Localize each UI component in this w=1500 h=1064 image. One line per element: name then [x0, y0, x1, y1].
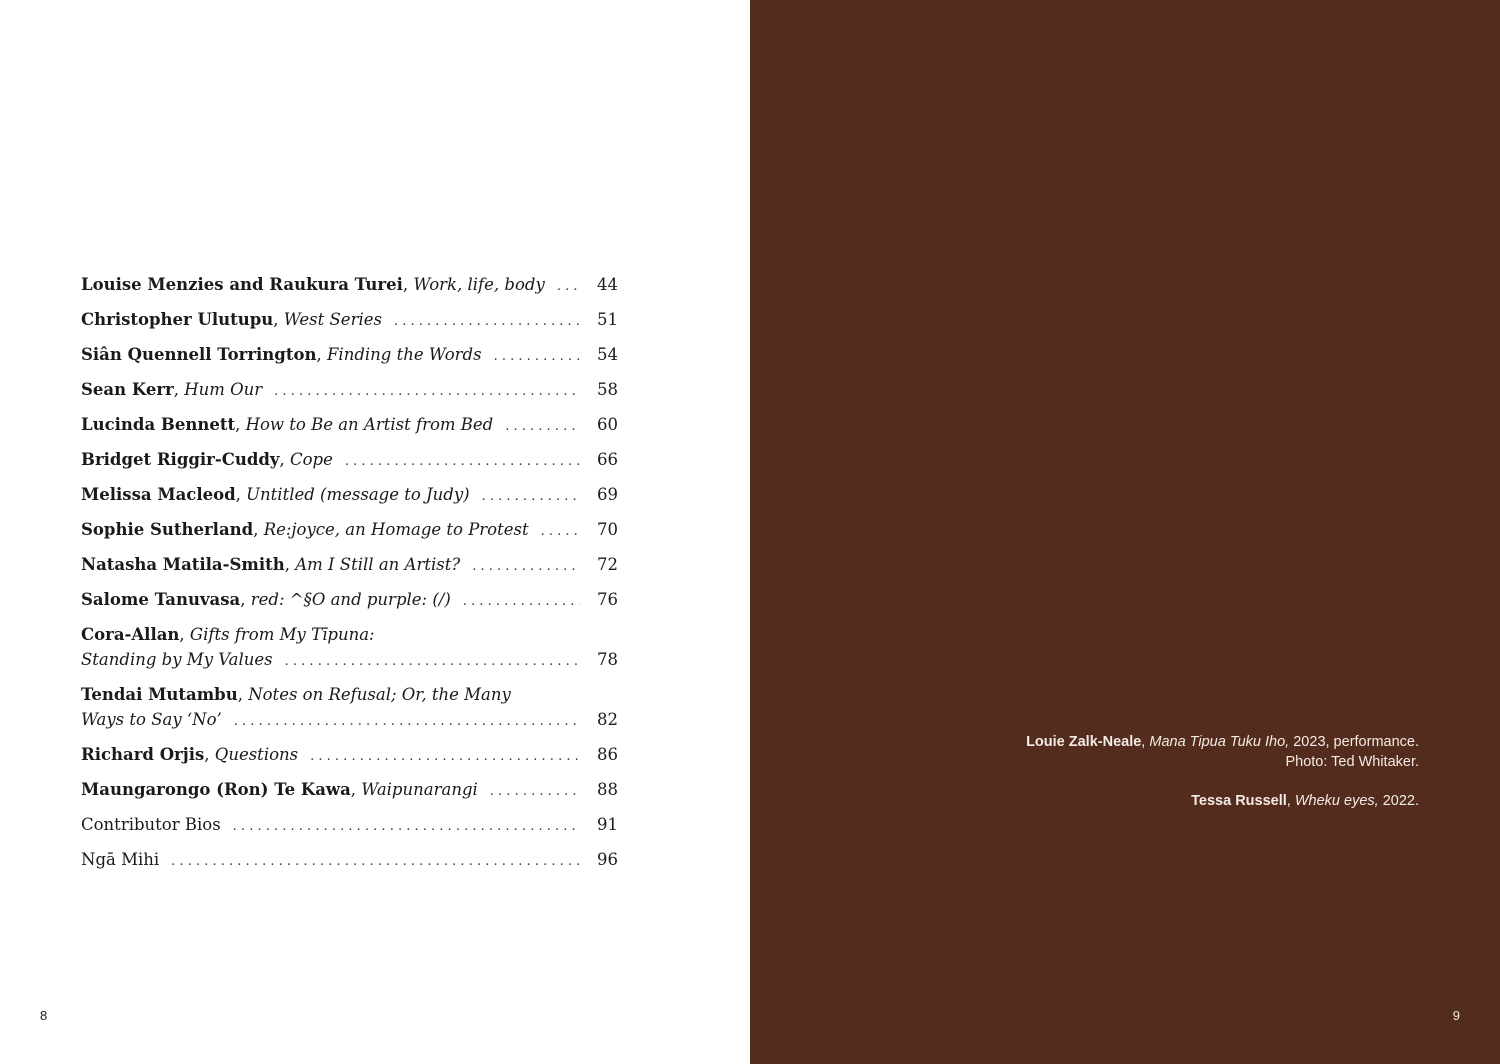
toc-entry[interactable]: [81, 812, 618, 847]
toc-author: Melissa Macleod: [81, 485, 236, 504]
toc-page-number: 76: [597, 590, 618, 609]
toc-entry[interactable]: [81, 447, 618, 482]
toc-author: Sophie Sutherland: [81, 520, 254, 539]
caption-title: Mana Tipua Tuku Iho,: [1149, 734, 1290, 750]
toc-line: [81, 847, 618, 873]
toc-separator: ,: [179, 625, 190, 644]
caption-separator: ,: [1141, 734, 1150, 750]
toc-title: Untitled (message to Judy): [246, 485, 470, 504]
toc-author: Natasha Matila-Smith: [81, 555, 285, 574]
toc-author: Tendai Mutambu: [81, 685, 238, 704]
toc-entry[interactable]: [81, 412, 618, 447]
dot-leader: [274, 379, 580, 405]
dot-leader: [494, 344, 580, 370]
dot-leader: [463, 589, 580, 615]
toc-line: [81, 482, 618, 508]
toc-text: [81, 307, 382, 333]
toc-author: Cora-Allan: [81, 625, 180, 644]
toc-text: [81, 342, 482, 368]
toc-author: Sean Kerr: [81, 380, 174, 399]
dot-leader: [482, 484, 580, 510]
toc-line: [81, 777, 618, 803]
toc-text: [81, 482, 470, 508]
toc-author: Maungarongo (Ron) Te Kawa: [81, 780, 351, 799]
toc-text: [81, 377, 262, 403]
caption-line: [1191, 791, 1419, 811]
toc-text: [81, 272, 545, 298]
toc-author: Siân Quennell Torrington: [81, 345, 317, 364]
toc-title: Hum Our: [184, 380, 263, 399]
toc-author: Christopher Ulutupu: [81, 310, 274, 329]
toc-text: [81, 777, 478, 803]
dot-leader: [394, 309, 580, 335]
toc-line: [81, 812, 618, 838]
toc-line: [81, 517, 618, 543]
caption-line: [1026, 732, 1419, 752]
toc-text: [81, 552, 460, 578]
toc-page-number: 60: [597, 415, 618, 434]
toc-text: [81, 517, 529, 543]
toc-entry[interactable]: [81, 777, 618, 812]
toc-line: [81, 647, 618, 672]
toc-line: [81, 377, 618, 403]
toc-line: [81, 552, 618, 578]
toc-separator: ,: [253, 520, 264, 539]
toc-line: [81, 447, 618, 473]
caption-separator: ,: [1286, 793, 1295, 809]
toc-title: West Series: [283, 310, 382, 329]
toc-entry[interactable]: [81, 272, 618, 307]
table-of-contents: [81, 272, 618, 882]
toc-entry[interactable]: [81, 482, 618, 517]
toc-entry[interactable]: [81, 587, 618, 622]
image-caption: [1026, 732, 1419, 772]
toc-separator: ,: [204, 745, 215, 764]
toc-entry[interactable]: [81, 847, 618, 882]
toc-separator: ,: [235, 415, 246, 434]
right-page: [750, 0, 1500, 1064]
toc-page-number: 44: [597, 275, 618, 294]
page-number-left: 8: [40, 1008, 48, 1023]
toc-text: [81, 412, 493, 438]
toc-entry[interactable]: [81, 742, 618, 777]
toc-title-continued: Ways to Say ‘No’: [81, 710, 222, 729]
dot-leader: [310, 744, 580, 770]
toc-title: Gifts from My Tīpuna:: [189, 625, 375, 644]
toc-line: [81, 412, 618, 438]
caption-details: 2023, performance.: [1289, 734, 1419, 750]
toc-page-number: 70: [597, 520, 618, 539]
dot-leader: [490, 779, 580, 805]
toc-page-number: 58: [597, 380, 618, 399]
toc-line: [81, 587, 618, 613]
toc-entry[interactable]: [81, 552, 618, 587]
toc-page-number: 86: [597, 745, 618, 764]
dot-leader: [285, 649, 580, 674]
toc-title: Finding the Words: [326, 345, 482, 364]
toc-line: [81, 682, 618, 707]
caption-title: Wheku eyes,: [1294, 793, 1379, 809]
toc-text: [81, 447, 333, 473]
toc-line: [81, 307, 618, 333]
toc-page-number: 78: [597, 650, 618, 669]
toc-title: Questions: [214, 745, 299, 764]
dot-leader: [472, 554, 580, 580]
toc-author: Richard Orjis: [81, 745, 205, 764]
caption-credit: Photo: Ted Whitaker.: [1285, 754, 1419, 770]
caption-artist: Tessa Russell: [1191, 793, 1287, 809]
toc-plain-title: Ngā Mihi: [81, 850, 160, 869]
toc-entry[interactable]: [81, 517, 618, 552]
dot-leader: [233, 814, 580, 840]
toc-entry[interactable]: [81, 377, 618, 412]
toc-title: Am I Still an Artist?: [295, 555, 461, 574]
toc-separator: ,: [316, 345, 327, 364]
dot-leader: [234, 709, 580, 734]
dot-leader: [505, 414, 580, 440]
toc-entry[interactable]: [81, 622, 618, 682]
toc-title: Waipunarangi: [361, 780, 478, 799]
toc-line: [81, 622, 618, 647]
toc-separator: ,: [235, 485, 247, 504]
toc-line: [81, 742, 618, 768]
toc-title: Re:joyce, an Homage to Protest: [263, 520, 529, 539]
toc-line: [81, 707, 618, 732]
toc-text: [81, 622, 375, 647]
toc-author: Louise Menzies and Raukura Turei: [81, 275, 403, 294]
toc-line: [81, 272, 618, 298]
image-caption: [1191, 791, 1419, 811]
dot-leader: [557, 274, 580, 300]
toc-page-number: 72: [597, 555, 618, 574]
dot-leader: [171, 849, 580, 875]
toc-entry[interactable]: [81, 342, 618, 377]
toc-entry[interactable]: [81, 307, 618, 342]
toc-title: Cope: [290, 450, 333, 469]
toc-separator: ,: [402, 275, 414, 294]
toc-author: Salome Tanuvasa: [81, 590, 241, 609]
toc-text: [81, 742, 298, 768]
toc-separator: ,: [240, 590, 251, 609]
toc-separator: ,: [173, 380, 185, 399]
toc-page-number: 66: [597, 450, 618, 469]
toc-page-number: 91: [597, 815, 618, 834]
dot-leader: [345, 449, 580, 475]
toc-page-number: 96: [597, 850, 618, 869]
toc-line: [81, 342, 618, 368]
dot-leader: [541, 519, 580, 545]
toc-title: red: ^§O and purple: (/): [250, 590, 451, 609]
toc-entry[interactable]: [81, 682, 618, 742]
toc-separator: ,: [350, 780, 362, 799]
page-number-right: 9: [1452, 1008, 1460, 1023]
caption-details: 2022.: [1378, 793, 1419, 809]
toc-title: Notes on Refusal; Or, the Many: [248, 685, 511, 704]
toc-title: Work, life, body: [413, 275, 545, 294]
toc-separator: ,: [273, 310, 284, 329]
caption-artist: Louie Zalk-Neale: [1026, 734, 1142, 750]
toc-page-number: 88: [597, 780, 618, 799]
toc-page-number: 51: [597, 310, 618, 329]
toc-title-continued: Standing by My Values: [81, 650, 273, 669]
toc-text: [81, 682, 511, 707]
toc-plain-title: Contributor Bios: [81, 815, 221, 834]
toc-separator: ,: [284, 555, 296, 574]
toc-page-number: 54: [597, 345, 618, 364]
toc-page-number: 82: [597, 710, 618, 729]
toc-separator: ,: [237, 685, 249, 704]
toc-page-number: 69: [597, 485, 618, 504]
toc-separator: ,: [279, 450, 290, 469]
toc-author: Lucinda Bennett: [81, 415, 236, 434]
toc-title: How to Be an Artist from Bed: [245, 415, 494, 434]
toc-author: Bridget Riggir-Cuddy: [81, 450, 280, 469]
toc-text: [81, 587, 451, 613]
